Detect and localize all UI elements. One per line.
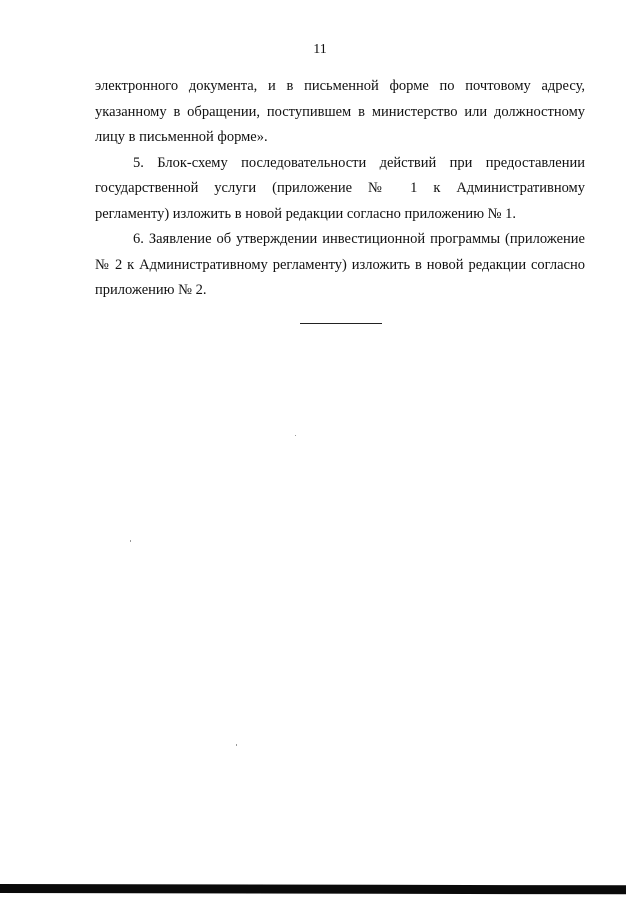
- paragraph-item-6: [95, 227, 585, 304]
- text-line: государственной услуги (приложение № 1 к Административному: [95, 180, 585, 196]
- scan-artifact: [236, 744, 237, 746]
- text-line: лицу в письменной форме».: [95, 129, 268, 145]
- page-number: 11: [313, 42, 327, 57]
- text-line: приложению № 2.: [95, 282, 207, 298]
- paragraph-item-5: [95, 151, 585, 228]
- document-body: [95, 74, 585, 304]
- text-line: 6. Заявление об утверждении инвестиционной программы (приложение: [133, 231, 585, 247]
- scan-edge-bar: [0, 884, 626, 894]
- text-line: электронного документа, и в письменной форме по почтовому адресу,: [95, 78, 585, 94]
- text-line: указанному в обращении, поступившем в министерство или должностному: [95, 103, 585, 120]
- scan-artifact: [130, 540, 131, 542]
- paragraph-continuation: [95, 74, 585, 151]
- text-line: регламенту) изложить в новой редакции согласно приложению № 1.: [95, 205, 516, 222]
- end-separator-line: [300, 323, 382, 324]
- text-line: № 2 к Административному регламенту) изложить в новой редакции согласно: [95, 256, 585, 273]
- scan-artifact: [295, 435, 296, 436]
- text-line: 5. Блок-схему последовательности действий при предоставлении: [133, 154, 585, 171]
